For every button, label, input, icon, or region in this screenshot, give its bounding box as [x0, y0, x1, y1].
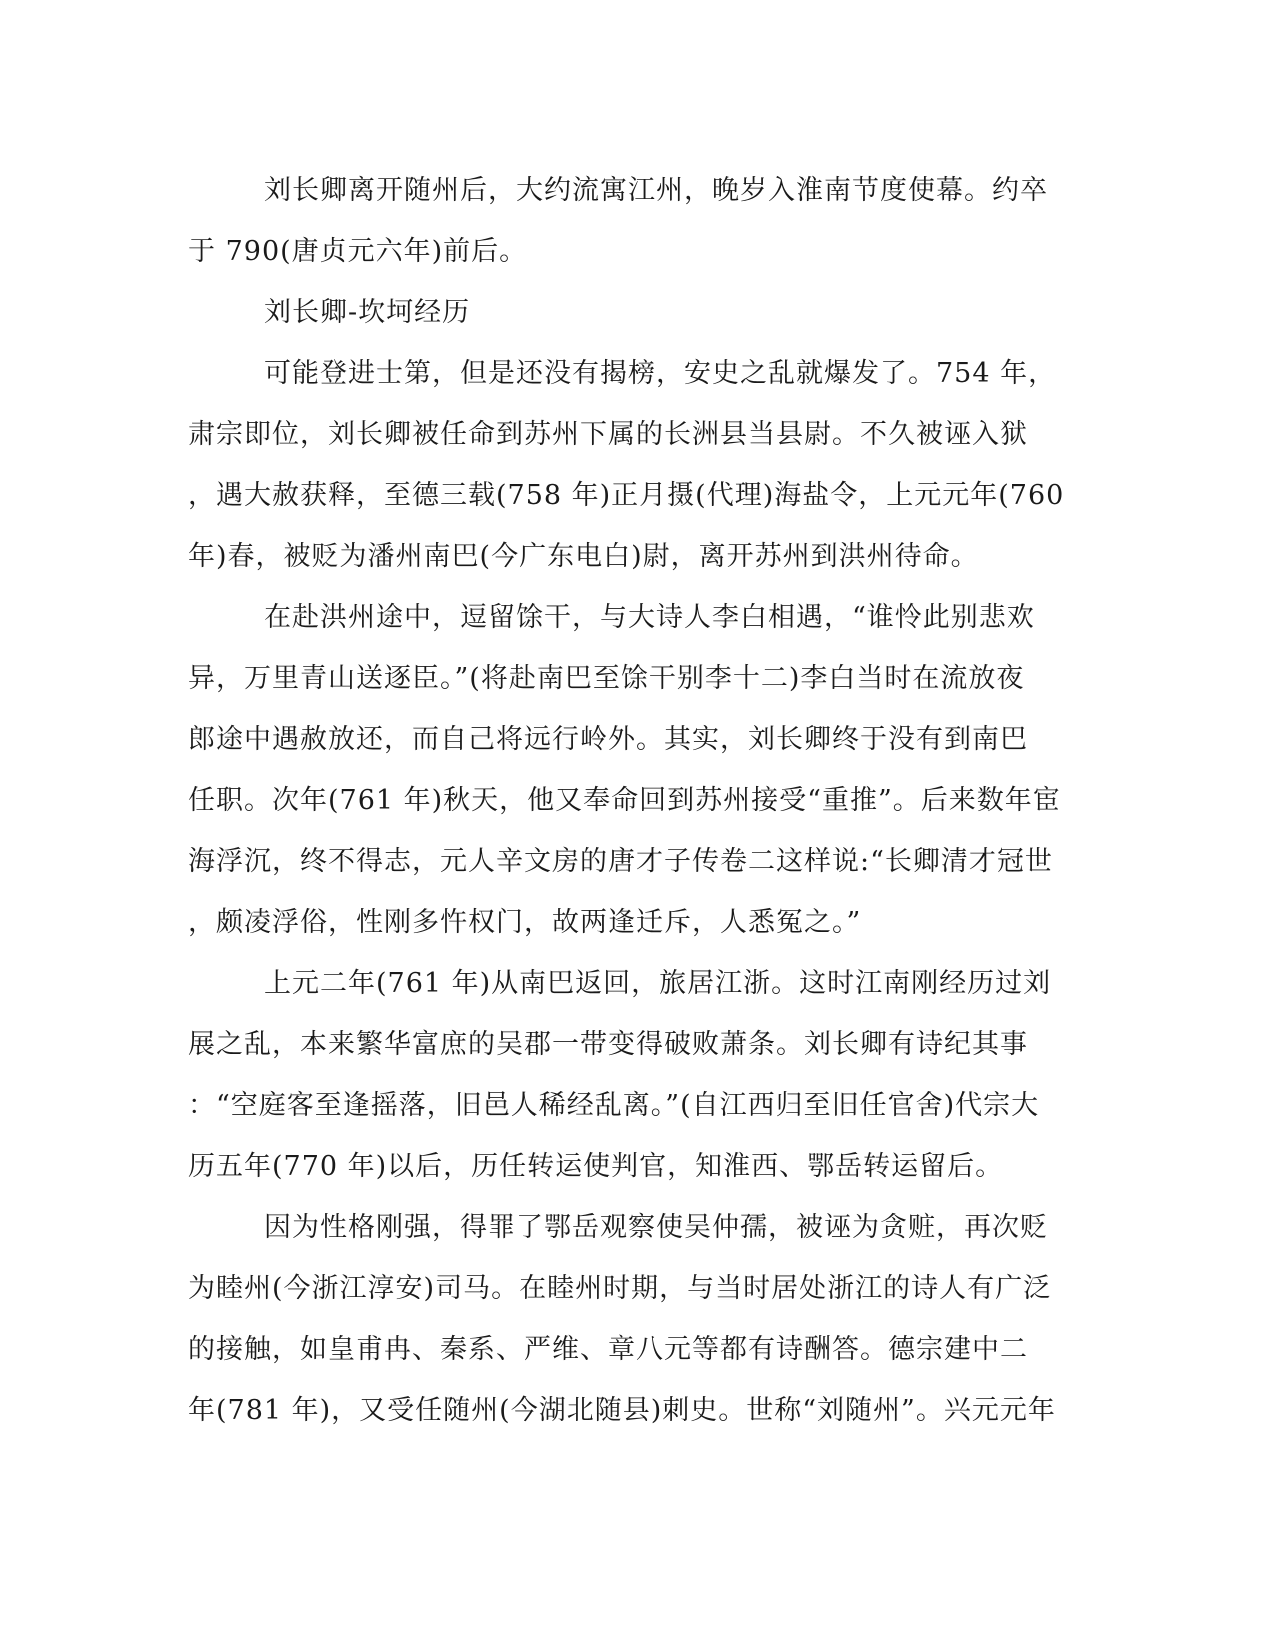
text-line: 任职。次年(761 年)秋天，他又奉命回到苏州接受“重推”。后来数年宦	[188, 785, 1061, 816]
document-body	[188, 160, 1078, 1441]
text-line: 年(781 年)，又受任随州(今湖北随县)刺史。世称“刘随州”。兴元元年	[188, 1395, 1056, 1426]
text-line: 肃宗即位，刘长卿被任命到苏州下属的长洲县当县尉。不久被诬入狱	[188, 419, 1028, 450]
section-heading: 刘长卿-坎坷经历	[264, 297, 471, 328]
text-line: 年)春，被贬为潘州南巴(今广东电白)尉，离开苏州到洪州待命。	[188, 541, 979, 572]
text-line: 郎途中遇赦放还，而自己将远行岭外。其实，刘长卿终于没有到南巴	[188, 724, 1028, 755]
text-line: 历五年(770 年)以后，历任转运使判官，知淮西、鄂岳转运留后。	[188, 1151, 1004, 1182]
text-line: 在赴洪州途中，逗留馀干，与大诗人李白相遇，“谁怜此别悲欢	[264, 602, 1035, 633]
text-line: 上元二年(761 年)从南巴返回，旅居江浙。这时江南刚经历过刘	[264, 968, 1052, 999]
text-line: 为睦州(今浙江淳安)司马。在睦州时期，与当时居处浙江的诗人有广泛	[188, 1273, 1052, 1304]
text-line: 刘长卿离开随州后，大约流寓江州，晚岁入淮南节度使幕。约卒	[264, 175, 1048, 206]
text-line: 于 790(唐贞元六年)前后。	[188, 236, 528, 267]
text-line: 的接触，如皇甫冉、秦系、严维、章八元等都有诗酬答。德宗建中二	[188, 1334, 1028, 1365]
text-line: 因为性格刚强，得罪了鄂岳观察使吴仲孺，被诬为贪赃，再次贬	[264, 1212, 1048, 1243]
text-line: 海浮沉，终不得志，元人辛文房的唐才子传卷二这样说:“长卿清才冠世	[188, 846, 1053, 877]
text-line: ，遇大赦获释，至德三载(758 年)正月摄(代理)海盐令，上元元年(760	[188, 480, 1065, 511]
text-line: 可能登进士第，但是还没有揭榜，安史之乱就爆发了。754 年，	[264, 358, 1057, 389]
text-line: ，颇凌浮俗，性刚多忤权门，故两逢迁斥，人悉冤之。”	[188, 907, 862, 938]
text-line: ：“空庭客至逢摇落，旧邑人稀经乱离。”(自江西归至旧任官舍)代宗大	[188, 1090, 1040, 1121]
text-line: 异，万里青山送逐臣。”(将赴南巴至馀干别李十二)李白当时在流放夜	[188, 663, 1025, 694]
text-line: 展之乱，本来繁华富庶的吴郡一带变得破败萧条。刘长卿有诗纪其事	[188, 1029, 1028, 1060]
